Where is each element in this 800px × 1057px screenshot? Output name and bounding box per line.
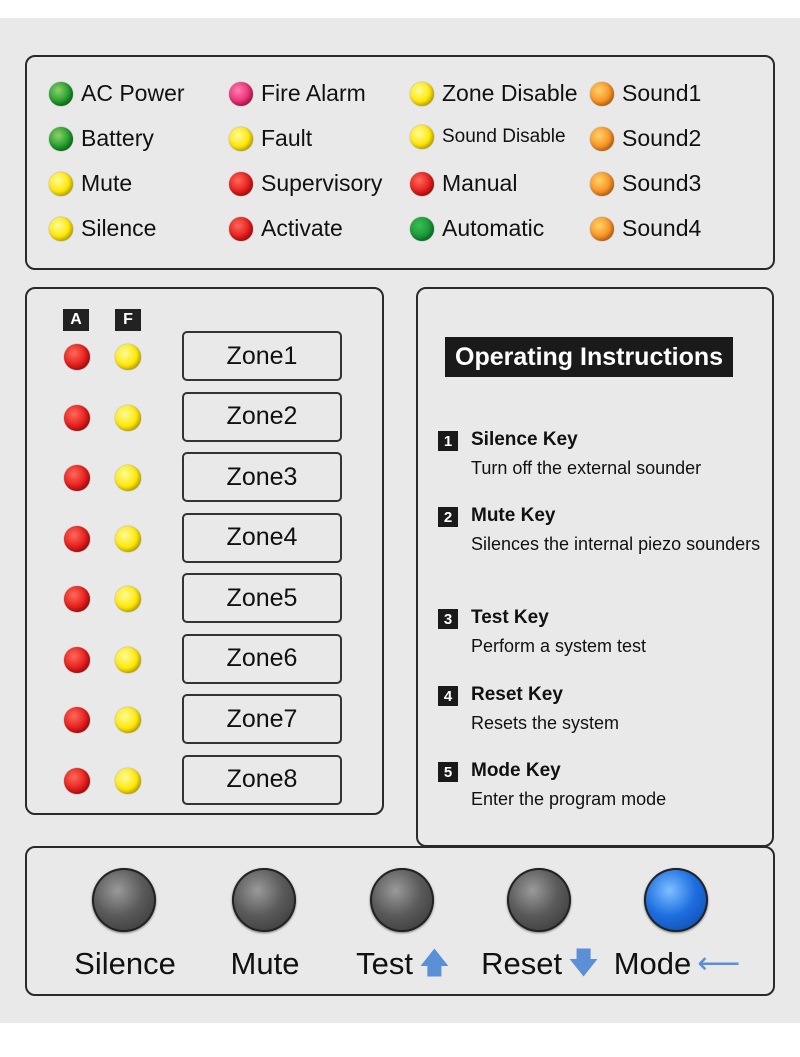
status-led-icon xyxy=(590,217,614,241)
status-sound3 xyxy=(590,170,701,197)
silence-button[interactable] xyxy=(92,868,156,932)
instruction-heading: Test Key xyxy=(471,607,549,628)
status-label: Sound1 xyxy=(622,80,702,106)
status-led-icon xyxy=(49,217,73,241)
enter-arrow-icon: ⟵ xyxy=(697,947,741,980)
status-mute xyxy=(49,170,132,197)
status-zone-disable xyxy=(410,80,578,107)
status-led-icon xyxy=(410,125,434,149)
instruction-number: 1 xyxy=(438,431,458,451)
status-led-icon xyxy=(410,217,434,241)
zone-row xyxy=(27,573,382,625)
zone-label: Zone1 xyxy=(182,331,342,381)
status-label: Fire Alarm xyxy=(261,80,366,106)
silence-key xyxy=(65,868,185,998)
arrow-down-icon: 🡇 xyxy=(568,947,599,980)
instruction-number: 5 xyxy=(438,762,458,782)
zone-row xyxy=(27,694,382,746)
instruction-number: 2 xyxy=(438,507,458,527)
zone-alarm-led-icon xyxy=(64,586,90,612)
status-led-icon xyxy=(229,82,253,106)
status-led-icon xyxy=(49,127,73,151)
zone-alarm-led-icon xyxy=(64,526,90,552)
mute-button[interactable] xyxy=(232,868,296,932)
key-label xyxy=(607,946,747,982)
status-activate xyxy=(229,215,343,242)
status-led-icon xyxy=(590,172,614,196)
instruction-heading: Reset Key xyxy=(471,684,563,705)
zone-panel xyxy=(25,287,384,815)
status-sound1 xyxy=(590,80,701,107)
status-led-icon xyxy=(590,127,614,151)
instruction-description: Silences the internal piezo sounders xyxy=(471,534,761,554)
mute-key xyxy=(205,868,325,998)
zone-row xyxy=(27,331,382,383)
zone-fault-led-icon xyxy=(115,768,141,794)
reset-button[interactable] xyxy=(507,868,571,932)
instruction-description: Enter the program mode xyxy=(471,789,667,809)
zone-row xyxy=(27,755,382,807)
zone-row xyxy=(27,634,382,686)
test-button[interactable] xyxy=(370,868,434,932)
status-led-icon xyxy=(590,82,614,106)
status-label: AC Power xyxy=(81,80,185,106)
status-sound2 xyxy=(590,125,701,152)
status-fire-alarm xyxy=(229,80,366,107)
key-label xyxy=(333,946,473,982)
zone-fault-led-icon xyxy=(115,405,141,431)
zone-alarm-led-icon xyxy=(64,405,90,431)
zone-alarm-led-icon xyxy=(64,768,90,794)
status-label: Sound Disable xyxy=(442,126,566,147)
key-label-text: Silence xyxy=(74,946,176,981)
key-label-text: Reset xyxy=(481,946,563,981)
status-fault xyxy=(229,125,312,152)
instructions-title: Operating Instructions xyxy=(445,337,733,377)
zone-label: Zone5 xyxy=(182,573,342,623)
status-automatic xyxy=(410,215,544,242)
zone-row xyxy=(27,452,382,504)
zone-fault-led-icon xyxy=(115,344,141,370)
key-label xyxy=(470,946,610,982)
status-label: Automatic xyxy=(442,215,545,241)
zone-alarm-led-icon xyxy=(64,647,90,673)
mode-button[interactable] xyxy=(644,868,708,932)
instruction-heading: Mode Key xyxy=(471,760,561,781)
status-led-icon xyxy=(229,217,253,241)
status-ac-power xyxy=(49,80,185,107)
key-label-text: Test xyxy=(356,946,413,981)
zone-fault-led-icon xyxy=(115,586,141,612)
test-key xyxy=(343,868,463,998)
zone-label: Zone4 xyxy=(182,513,342,563)
status-label: Fault xyxy=(261,125,313,151)
status-label: Sound2 xyxy=(622,125,702,151)
reset-key xyxy=(480,868,600,998)
zone-fault-led-icon xyxy=(115,526,141,552)
zone-label: Zone6 xyxy=(182,634,342,684)
instruction-heading: Silence Key xyxy=(471,429,578,450)
instruction-number: 4 xyxy=(438,686,458,706)
key-label-text: Mute xyxy=(230,946,300,981)
instruction-heading: Mute Key xyxy=(471,505,556,526)
status-battery xyxy=(49,125,154,152)
status-indicator-panel xyxy=(25,55,775,270)
status-led-icon xyxy=(410,172,434,196)
zone-row xyxy=(27,513,382,565)
zone-alarm-led-icon xyxy=(64,707,90,733)
status-label: Zone Disable xyxy=(442,80,578,106)
status-label: Silence xyxy=(81,215,157,241)
instruction-description: Perform a system test xyxy=(471,636,647,656)
status-grid xyxy=(27,57,773,268)
key-label xyxy=(195,946,335,982)
status-led-icon xyxy=(229,127,253,151)
status-label: Sound3 xyxy=(622,170,702,196)
key-panel xyxy=(25,846,775,996)
zone-label: Zone7 xyxy=(182,694,342,744)
instruction-number: 3 xyxy=(438,609,458,629)
zone-fault-led-icon xyxy=(115,707,141,733)
instruction-description: Turn off the external sounder xyxy=(471,458,702,478)
fault-column-tag: F xyxy=(115,309,141,331)
key-label xyxy=(55,946,195,982)
arrow-up-icon: 🡅 xyxy=(419,947,450,980)
zone-row xyxy=(27,392,382,444)
zone-alarm-led-icon xyxy=(64,344,90,370)
status-sound4 xyxy=(590,215,701,242)
zone-label: Zone8 xyxy=(182,755,342,805)
instructions-panel xyxy=(416,287,774,847)
zone-fault-led-icon xyxy=(115,647,141,673)
status-manual xyxy=(410,170,517,197)
key-label-text: Mode xyxy=(613,946,692,981)
status-led-icon xyxy=(49,172,73,196)
status-label: Activate xyxy=(261,215,343,241)
status-label: Manual xyxy=(442,170,518,196)
status-label: Supervisory xyxy=(261,170,383,196)
status-led-icon xyxy=(229,172,253,196)
status-sound-disable xyxy=(410,125,566,149)
status-led-icon xyxy=(410,82,434,106)
status-led-icon xyxy=(49,82,73,106)
zone-label: Zone3 xyxy=(182,452,342,502)
status-label: Sound4 xyxy=(622,215,702,241)
alarm-column-tag: A xyxy=(63,309,89,331)
status-supervisory xyxy=(229,170,382,197)
zone-fault-led-icon xyxy=(115,465,141,491)
control-panel xyxy=(0,18,800,1023)
zone-alarm-led-icon xyxy=(64,465,90,491)
status-silence xyxy=(49,215,156,242)
zone-label: Zone2 xyxy=(182,392,342,442)
instruction-description: Resets the system xyxy=(471,713,620,733)
status-label: Battery xyxy=(81,125,154,151)
status-label: Mute xyxy=(81,170,133,196)
mode-key xyxy=(613,868,741,998)
